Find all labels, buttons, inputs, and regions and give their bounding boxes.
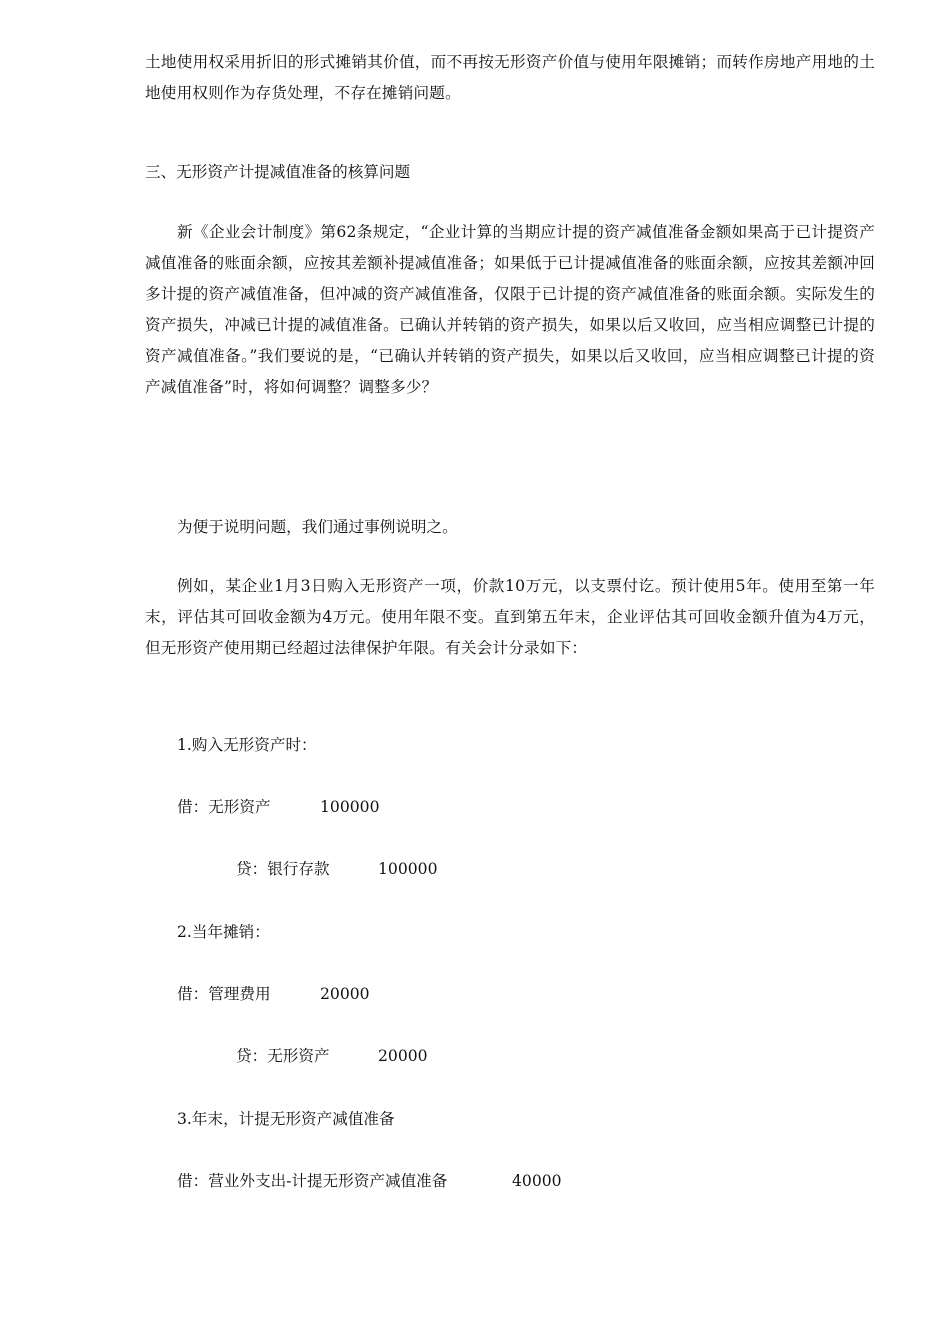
step-2-label: 2.当年摊销： [177, 923, 270, 941]
entry-2-debit-amount: 20000 [320, 985, 370, 1003]
paragraph-example: 例如，某企业1月3日购入无形资产一项，价款10万元，以支票付讫。预计使用5年。使用至第一年末，评估其可回收金额为4万元。使用年限不变。直到第五年末，企业评估其可回收金额升值为4万元，但无形资产使用期已经超过法律保护年限。有关会计分录如下： [145, 577, 875, 657]
section-heading: 三、无形资产计提减值准备的核算问题 [145, 163, 411, 181]
entry-2-credit-amount: 20000 [378, 1047, 428, 1065]
step-1-label: 1.购入无形资产时： [177, 736, 317, 754]
entry-1-credit-label: 贷：银行存款 [236, 860, 330, 878]
paragraph-explain: 为便于说明问题，我们通过事例说明之。 [177, 518, 458, 536]
entry-3-debit-amount: 40000 [512, 1172, 562, 1190]
paragraph-regulation: 新《企业会计制度》第62条规定，“企业计算的当期应计提的资产减值准备金额如果高于已计提资产减值准备的账面余额，应按其差额补提减值准备；如果低于已计提减值准备的账面余额，应按其差额冲回多计提的资产减值准备，但冲减的资产减值准备，仅限于已计提的资产减值准备的账面余额。实际发生的资产损失，冲减已计提的减值准备。已确认并转销的资产损失，如果以后又收回，应当相应调整已计提的资产减值准备。”我们要说的是，“已确认并转销的资产损失，如果以后又收回，应当相应调整已计提的资产减值准备”时，将如何调整？调整多少？ [145, 223, 875, 396]
entry-2-debit-label: 借：管理费用 [177, 985, 271, 1003]
entry-3-debit-label: 借：营业外支出-计提无形资产减值准备 [177, 1172, 448, 1190]
entry-1-debit-amount: 100000 [320, 798, 380, 816]
entry-2-credit-label: 贷：无形资产 [236, 1047, 330, 1065]
step-3-label: 3.年末，计提无形资产减值准备 [177, 1110, 395, 1128]
paragraph-intro: 土地使用权采用折旧的形式摊销其价值，而不再按无形资产价值与使用年限摊销；而转作房地产用地的土地使用权则作为存货处理，不存在摊销问题。 [145, 53, 875, 102]
entry-1-credit-amount: 100000 [378, 860, 438, 878]
entry-1-debit-label: 借：无形资产 [177, 798, 271, 816]
